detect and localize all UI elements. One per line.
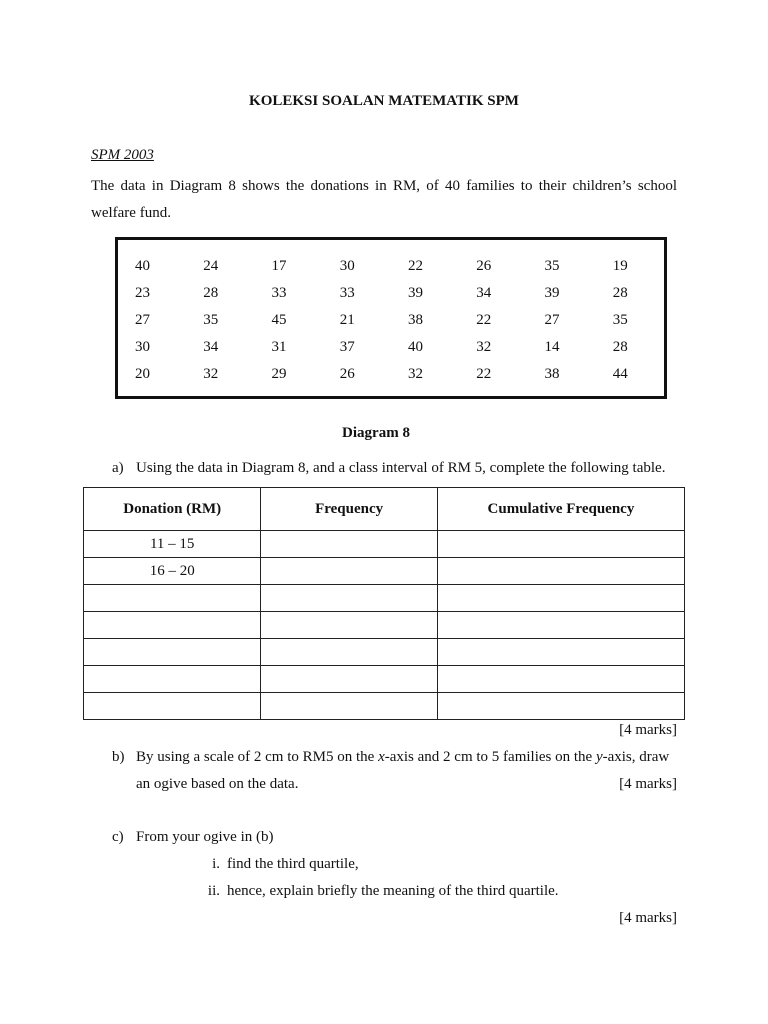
donation-cell (84, 585, 261, 612)
data-value: 29 (271, 366, 287, 382)
donation-cell (84, 666, 261, 693)
table-header-row (84, 488, 685, 531)
question-b-marks: [4 marks] (619, 776, 677, 792)
x-axis-variable: x (378, 749, 385, 765)
data-value: 21 (339, 312, 355, 328)
frequency-cell (261, 585, 437, 612)
diagram-caption: Diagram 8 (342, 425, 410, 441)
data-value: 32 (476, 339, 492, 355)
column-header-frequency: Frequency (261, 488, 437, 531)
column-header-cumulative-frequency: Cumulative Frequency (437, 488, 684, 531)
data-value: 34 (476, 285, 492, 301)
question-b-text-part: -axis, draw (602, 749, 670, 765)
question-c-marker: c) (112, 829, 124, 845)
frequency-table (83, 487, 685, 720)
frequency-cell (261, 612, 437, 639)
cumulative-frequency-cell (437, 585, 684, 612)
data-value: 14 (544, 339, 560, 355)
data-value: 19 (612, 258, 628, 274)
data-value: 38 (544, 366, 560, 382)
data-value: 40 (408, 339, 423, 355)
data-value: 26 (476, 258, 492, 274)
donation-cell (84, 639, 261, 666)
table-row (84, 612, 685, 639)
intro-paragraph: The data in Diagram 8 shows the donations in RM, of 40 families to their children’s school welfare fund. (91, 178, 677, 221)
data-value: 33 (339, 285, 355, 301)
exam-year-subtitle: SPM 2003 (91, 147, 154, 163)
question-c-item-i-text: find the third quartile, (227, 856, 359, 872)
data-value: 38 (408, 312, 423, 328)
cumulative-frequency-cell (437, 531, 684, 558)
data-value: 44 (612, 366, 628, 382)
data-value: 17 (271, 258, 287, 274)
donation-cell (84, 693, 261, 720)
data-value: 35 (544, 258, 560, 274)
data-value: 22 (476, 312, 492, 328)
question-b-text-part: By using a scale of 2 cm to RM5 on the (136, 749, 379, 765)
question-b-text-line-2: an ogive based on the data. (136, 776, 299, 792)
data-value: 32 (408, 366, 423, 382)
donation-cell: 16 – 20 (84, 558, 261, 585)
question-a-text: Using the data in Diagram 8, and a class interval of RM 5, complete the following table. (136, 460, 666, 476)
data-value: 34 (203, 339, 219, 355)
data-value: 27 (135, 312, 150, 328)
donation-cell: 11 – 15 (84, 531, 261, 558)
data-value: 27 (544, 312, 560, 328)
y-axis-variable: y (595, 749, 603, 765)
data-value: 39 (544, 285, 560, 301)
frequency-cell (261, 666, 437, 693)
frequency-cell (261, 693, 437, 720)
data-value: 45 (271, 312, 287, 328)
data-value: 39 (408, 285, 423, 301)
diagram-data-box (115, 237, 667, 399)
donation-cell (84, 612, 261, 639)
data-value: 37 (339, 339, 355, 355)
cumulative-frequency-cell (437, 693, 684, 720)
data-value: 32 (203, 366, 219, 382)
cumulative-frequency-cell (437, 666, 684, 693)
cumulative-frequency-cell (437, 639, 684, 666)
column-header-donation: Donation (RM) (84, 488, 261, 531)
question-b-text-part: -axis and 2 cm to 5 families on the (384, 749, 596, 765)
question-c-marks: [4 marks] (619, 910, 677, 926)
question-a-marks: [4 marks] (619, 722, 677, 738)
cumulative-frequency-cell (437, 558, 684, 585)
data-value: 40 (135, 258, 150, 274)
data-value: 33 (271, 285, 287, 301)
data-value: 20 (135, 366, 150, 382)
question-b-text-line-1 (136, 749, 677, 766)
data-value: 35 (203, 312, 219, 328)
question-c-text: From your ogive in (b) (136, 829, 274, 845)
diagram-data-grid (118, 253, 664, 388)
data-value: 26 (339, 366, 355, 382)
question-c-item-ii-marker: ii. (207, 883, 220, 899)
data-value: 30 (135, 339, 150, 355)
page-title: KOLEKSI SOALAN MATEMATIK SPM (249, 93, 519, 109)
question-a-marker: a) (112, 460, 124, 476)
data-value: 30 (339, 258, 355, 274)
table-row (84, 531, 685, 558)
data-value: 28 (203, 285, 219, 301)
cumulative-frequency-cell (437, 612, 684, 639)
table-row (84, 693, 685, 720)
table-row (84, 639, 685, 666)
table-row (84, 558, 685, 585)
table-row (84, 666, 685, 693)
table-row (84, 585, 685, 612)
question-c-item-ii-text: hence, explain briefly the meaning of the third quartile. (227, 883, 559, 899)
data-value: 35 (612, 312, 628, 328)
frequency-cell (261, 531, 437, 558)
question-b-marker: b) (112, 749, 125, 765)
question-c-item-i-marker: i. (212, 856, 220, 872)
frequency-cell (261, 639, 437, 666)
data-value: 23 (135, 285, 150, 301)
data-value: 24 (203, 258, 219, 274)
data-value: 31 (271, 339, 287, 355)
frequency-cell (261, 558, 437, 585)
data-value: 22 (408, 258, 423, 274)
data-value: 28 (612, 339, 628, 355)
data-value: 22 (476, 366, 492, 382)
frequency-table-body (84, 531, 685, 720)
data-value: 28 (612, 285, 628, 301)
